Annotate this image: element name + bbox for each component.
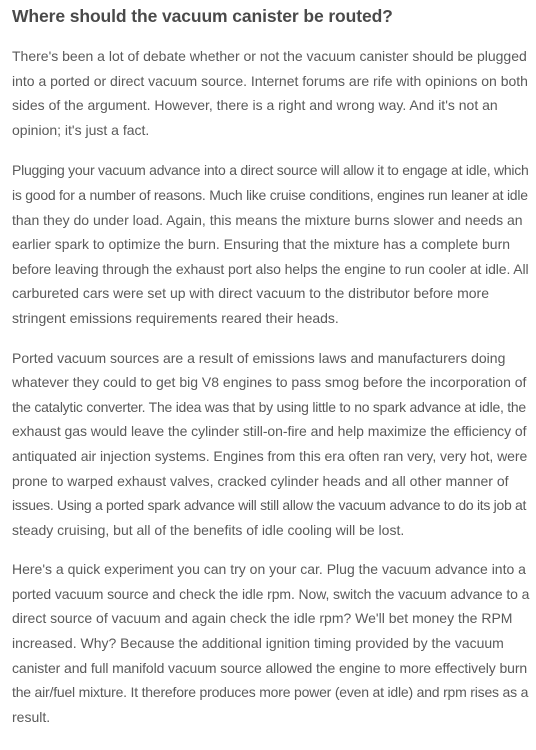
text-line: opinion; it's just a fact. — [12, 121, 150, 138]
text-line: carbureted cars were set up with direct vacuum to the distributor before more — [12, 285, 489, 302]
text-line: the air/fuel mixture. It therefore produces more power (even at idle) and rpm rises as a — [12, 684, 529, 701]
text-line: antiquated air injection systems. Engines from this era often ran very, very hot, were — [12, 447, 528, 464]
paragraph-direct-source — [12, 158, 530, 330]
text-line: steady cruising, but all of the benefits of idle cooling will be lost. — [12, 521, 405, 538]
text-line: Ported vacuum sources are a result of emissions laws and manufacturers doing — [12, 349, 506, 366]
paragraph-experiment — [12, 557, 530, 729]
text-line: prone to warped exhaust valves, cracked cylinder heads and all other manner of — [12, 472, 509, 489]
text-line: than they do under load. Again, this means the mixture burns slower and needs an — [12, 211, 523, 228]
text-line: result. — [12, 708, 51, 725]
text-line: the catalytic converter. The idea was that by using little to no spark advance at idle, the — [12, 398, 526, 415]
text-line: ported vacuum source and check the idle rpm. Now, switch the vacuum advance to a — [12, 585, 530, 602]
text-line: whatever they could to get big V8 engines to pass smog before the incorporation of — [12, 374, 527, 391]
text-line: stringent emissions requirements reared their heads. — [12, 309, 339, 326]
text-line: There's been a lot of debate whether or not the vacuum canister should be plugged — [12, 48, 527, 64]
text-line: before leaving through the exhaust port also helps the engine to run cooler at idle. All — [12, 260, 529, 277]
text-line: direct source of vacuum and again check the idle rpm? We'll bet money the RPM — [12, 610, 513, 627]
article — [12, 0, 530, 729]
text-line: exhaust gas would leave the cylinder still-on-fire and help maximize the efficiency of — [12, 423, 527, 440]
text-line: Plugging your vacuum advance into a direct source will allow it to engage at idle, which — [12, 162, 529, 179]
text-line: earlier spark to optimize the burn. Ensuring that the mixture has a complete burn — [12, 236, 511, 253]
text-line: issues. Using a ported spark advance will still allow the vacuum advance to do its job at — [12, 497, 527, 514]
text-line: canister and full manifold vacuum source allowed the engine to more effectively burn — [12, 659, 528, 676]
paragraph-ported-source — [12, 346, 530, 543]
text-line: Here's a quick experiment you can try on your car. Plug the vacuum advance into a — [12, 561, 526, 578]
text-line: into a ported or direct vacuum source. Internet forums are rife with opinions on both — [12, 72, 528, 89]
paragraph-routing-debate — [12, 44, 530, 142]
text-line: increased. Why? Because the additional ignition timing provided by the vacuum — [12, 635, 504, 652]
text-line: is good for a number of reasons. Much like cruise conditions, engines run leaner at idle — [12, 186, 528, 203]
article-heading: Where should the vacuum canister be routed? — [12, 6, 393, 26]
text-line: sides of the argument. However, there is a right and wrong way. And it's not an — [12, 97, 498, 114]
